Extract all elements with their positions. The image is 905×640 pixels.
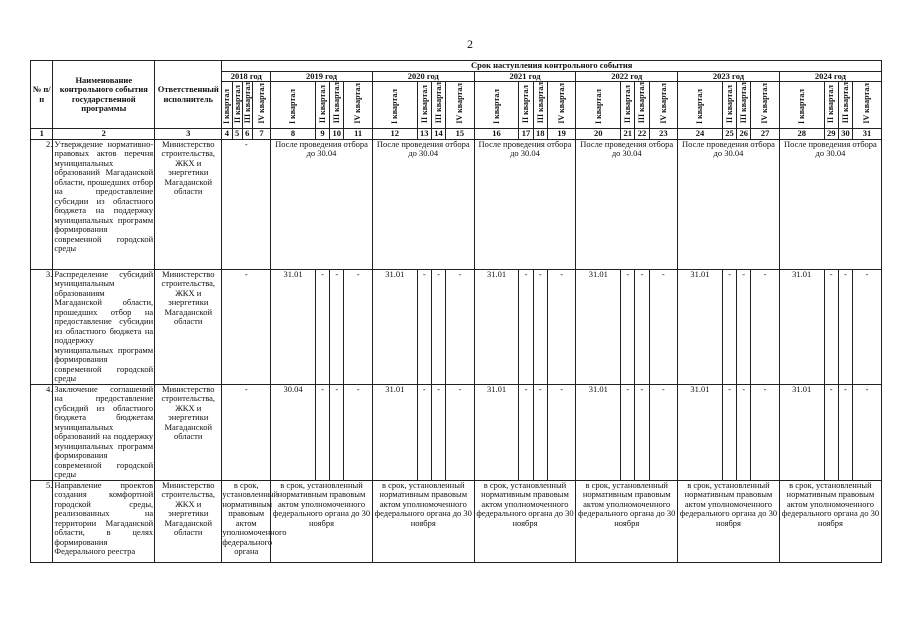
quarter-deadline: 31.01 xyxy=(678,384,723,480)
quarter-label: IV квартал xyxy=(658,82,668,124)
column-index: 27 xyxy=(751,129,779,140)
year-deadline: в срок, установленный нормативным правовым актом уполномоченного федерального органа до 30 ноября xyxy=(474,480,576,562)
quarter-label: I квартал xyxy=(491,88,501,124)
column-index: 19 xyxy=(547,129,575,140)
quarter-deadline: 31.01 xyxy=(779,269,824,384)
quarter-deadline: - xyxy=(519,384,533,480)
year-2018-deadline: - xyxy=(222,139,271,269)
year-deadline: После проведения отбора до 30.04 xyxy=(678,139,780,269)
quarter-deadline: - xyxy=(649,269,677,384)
header-deadline: Срок наступления контрольного события xyxy=(222,61,882,72)
quarter-label: IV квартал xyxy=(760,82,770,124)
quarter-deadline: - xyxy=(417,269,431,384)
quarter-header xyxy=(737,82,751,129)
quarter-header xyxy=(853,82,882,129)
event-name: Направление проектов создания комфортной городской среды, реализованных на территории Магаданской области, в целях формирования Федерального реестра xyxy=(53,480,155,562)
quarter-deadline: - xyxy=(446,384,474,480)
quarter-header xyxy=(431,82,445,129)
quarter-deadline: - xyxy=(635,269,649,384)
quarter-deadline: - xyxy=(446,269,474,384)
quarter-deadline: - xyxy=(649,384,677,480)
quarter-deadline: - xyxy=(751,269,779,384)
quarter-label: IV квартал xyxy=(455,82,465,124)
column-index: 15 xyxy=(446,129,474,140)
row-number: 4. xyxy=(31,384,53,480)
quarter-deadline: - xyxy=(533,384,547,480)
header-responsible: Ответственный исполнитель xyxy=(155,61,222,129)
quarter-deadline: 31.01 xyxy=(779,384,824,480)
year-deadline: После проведения отбора до 30.04 xyxy=(271,139,373,269)
year-2018-deadline: в срок, установленный нормативным правовым актом уполномоченного федерального органа xyxy=(222,480,271,562)
responsible-executor: Министерство строительства, ЖКХ и энергетики Магаданской области xyxy=(155,480,222,562)
column-index: 3 xyxy=(155,129,222,140)
quarter-label: III квартал xyxy=(535,82,545,124)
responsible-executor: Министерство строительства, ЖКХ и энергетики Магаданской области xyxy=(155,139,222,269)
event-name: Утверждение нормативно-правовых актов перечня муниципальных образований Магаданской области, прошедших отбор на предоставление субсидии из областного бюджета на поддержку муниципальных программ формирования современной городской среды xyxy=(53,139,155,269)
quarter-deadline: - xyxy=(722,384,736,480)
quarter-header xyxy=(635,82,649,129)
page-number: 2 xyxy=(467,37,473,51)
column-index: 20 xyxy=(576,129,621,140)
column-index: 1 xyxy=(31,129,53,140)
quarter-header xyxy=(330,82,344,129)
year-deadline: После проведения отбора до 30.04 xyxy=(779,139,881,269)
column-index: 22 xyxy=(635,129,649,140)
year-header: 2018 год xyxy=(222,71,271,82)
quarter-header xyxy=(372,82,417,129)
quarter-header xyxy=(838,82,852,129)
quarter-label: III квартал xyxy=(242,82,252,124)
quarter-label: IV квартал xyxy=(556,82,566,124)
year-header: 2019 год xyxy=(271,71,373,82)
quarter-label: IV квартал xyxy=(256,82,266,124)
table-row xyxy=(31,384,882,480)
column-index: 13 xyxy=(417,129,431,140)
year-deadline: После проведения отбора до 30.04 xyxy=(474,139,576,269)
column-index: 25 xyxy=(722,129,736,140)
quarter-header xyxy=(678,82,723,129)
quarter-header xyxy=(519,82,533,129)
quarter-deadline: - xyxy=(431,269,445,384)
responsible-executor: Министерство строительства, ЖКХ и энергетики Магаданской области xyxy=(155,384,222,480)
quarter-deadline: - xyxy=(330,384,344,480)
row-number: 3. xyxy=(31,269,53,384)
column-index: 17 xyxy=(519,129,533,140)
column-index: 18 xyxy=(533,129,547,140)
quarter-deadline: - xyxy=(751,384,779,480)
quarter-header xyxy=(232,82,242,129)
quarter-deadline: - xyxy=(330,269,344,384)
year-2018-deadline: - xyxy=(222,384,271,480)
quarter-label: III квартал xyxy=(637,82,647,124)
column-index: 30 xyxy=(838,129,852,140)
quarter-deadline: 31.01 xyxy=(678,269,723,384)
quarter-label: I квартал xyxy=(796,88,806,124)
column-index: 9 xyxy=(315,129,329,140)
quarter-deadline: - xyxy=(722,269,736,384)
quarter-deadline: 31.01 xyxy=(372,384,417,480)
quarter-header xyxy=(649,82,677,129)
year-header: 2022 год xyxy=(576,71,678,82)
column-index: 4 xyxy=(222,129,232,140)
year-deadline: в срок, установленный нормативным правовым актом уполномоченного федерального органа до 30 ноября xyxy=(779,480,881,562)
year-deadline: в срок, установленный нормативным правовым актом уполномоченного федерального органа до 30 ноября xyxy=(372,480,474,562)
column-index: 6 xyxy=(242,129,252,140)
quarter-deadline: - xyxy=(621,384,635,480)
column-index: 12 xyxy=(372,129,417,140)
quarter-deadline: - xyxy=(838,384,852,480)
year-header: 2023 год xyxy=(678,71,780,82)
quarter-label: II квартал xyxy=(521,85,531,124)
quarter-header xyxy=(344,82,372,129)
column-index: 21 xyxy=(621,129,635,140)
row-number: 2. xyxy=(31,139,53,269)
quarter-header xyxy=(621,82,635,129)
column-index: 28 xyxy=(779,129,824,140)
quarter-deadline: 31.01 xyxy=(474,269,519,384)
quarter-label: IV квартал xyxy=(862,82,872,124)
quarter-label: II квартал xyxy=(623,85,632,124)
quarter-deadline: - xyxy=(315,384,329,480)
quarter-label: II квартал xyxy=(232,85,242,124)
quarter-deadline: 31.01 xyxy=(372,269,417,384)
quarter-header xyxy=(779,82,824,129)
quarter-label: IV квартал xyxy=(353,82,363,124)
quarter-label: I квартал xyxy=(222,88,232,124)
quarter-deadline: - xyxy=(344,384,372,480)
quarter-header xyxy=(547,82,575,129)
quarter-label: II квартал xyxy=(419,85,429,124)
quarter-header xyxy=(222,82,232,129)
quarter-header xyxy=(824,82,838,129)
column-index: 14 xyxy=(431,129,445,140)
quarter-label: III квартал xyxy=(840,82,850,124)
control-events-table xyxy=(30,60,882,563)
quarter-deadline: - xyxy=(737,384,751,480)
quarter-header xyxy=(751,82,779,129)
year-header: 2024 год xyxy=(779,71,881,82)
year-header: 2020 год xyxy=(372,71,474,82)
quarter-deadline: - xyxy=(824,384,838,480)
table-row xyxy=(31,139,882,269)
quarter-label: III квартал xyxy=(738,82,748,124)
quarter-header xyxy=(315,82,329,129)
quarter-deadline: 30.04 xyxy=(271,384,316,480)
quarter-header xyxy=(446,82,474,129)
column-index: 8 xyxy=(271,129,316,140)
row-number: 5. xyxy=(31,480,53,562)
column-index: 11 xyxy=(344,129,372,140)
quarter-deadline: 31.01 xyxy=(576,384,621,480)
quarter-header xyxy=(242,82,252,129)
responsible-executor: Министерство строительства, ЖКХ и энергетики Магаданской области xyxy=(155,269,222,384)
quarter-header xyxy=(417,82,431,129)
quarter-deadline: - xyxy=(853,384,882,480)
quarter-label: I квартал xyxy=(695,88,705,124)
year-deadline: в срок, установленный нормативным правовым актом уполномоченного федерального органа до 30 ноября xyxy=(576,480,678,562)
year-deadline: После проведения отбора до 30.04 xyxy=(576,139,678,269)
quarter-deadline: 31.01 xyxy=(271,269,316,384)
quarter-label: II квартал xyxy=(826,85,836,124)
quarter-deadline: 31.01 xyxy=(474,384,519,480)
quarter-header xyxy=(271,82,316,129)
column-index: 7 xyxy=(252,129,270,140)
column-index: 16 xyxy=(474,129,519,140)
quarter-deadline: - xyxy=(853,269,882,384)
column-index: 5 xyxy=(232,129,242,140)
year-deadline: После проведения отбора до 30.04 xyxy=(372,139,474,269)
column-index: 23 xyxy=(649,129,677,140)
quarter-label: I квартал xyxy=(593,88,603,124)
event-name: Распределение субсидий муниципальным образованиям Магаданской области, прошедших отбор на предоставление субсидии из областного бюджета на поддержку муниципальных программ формирования современной городской среды xyxy=(54,268,154,383)
table-row xyxy=(31,480,882,562)
quarter-deadline: - xyxy=(547,269,575,384)
quarter-deadline: - xyxy=(838,269,852,384)
year-2018-deadline: - xyxy=(222,269,271,384)
year-header: 2021 год xyxy=(474,71,576,82)
column-index: 31 xyxy=(853,129,882,140)
quarter-label: III квартал xyxy=(332,82,342,124)
quarter-header xyxy=(576,82,621,129)
year-deadline: в срок, установленный нормативным правовым актом уполномоченного федерального органа до 30 ноября xyxy=(678,480,780,562)
quarter-deadline: - xyxy=(344,269,372,384)
quarter-deadline: - xyxy=(519,269,533,384)
column-index: 2 xyxy=(53,129,155,140)
quarter-label: I квартал xyxy=(288,88,298,124)
header-num: № п/п xyxy=(31,61,53,129)
quarter-label: III квартал xyxy=(433,82,443,124)
quarter-deadline: - xyxy=(315,269,329,384)
quarter-deadline: - xyxy=(737,269,751,384)
quarter-deadline: - xyxy=(547,384,575,480)
year-deadline: в срок, установленный нормативным правовым актом уполномоченного федерального органа до 30 ноября xyxy=(271,480,373,562)
column-index: 26 xyxy=(737,129,751,140)
quarter-header xyxy=(722,82,736,129)
quarter-label: II квартал xyxy=(317,85,327,124)
column-index: 29 xyxy=(824,129,838,140)
quarter-deadline: - xyxy=(621,269,635,384)
quarter-deadline: - xyxy=(635,384,649,480)
quarter-deadline: 31.01 xyxy=(576,269,621,384)
quarter-deadline: - xyxy=(417,384,431,480)
quarter-header xyxy=(252,82,270,129)
header-event-name: Наименование контрольного события государственной программы xyxy=(53,61,155,129)
event-name: Заключение соглашений на предоставление субсидий из областного бюджета бюджетам муниципальных образований на поддержку муниципальных программ формирования современной городской среды xyxy=(54,383,154,479)
quarter-header xyxy=(474,82,519,129)
quarter-label: II квартал xyxy=(724,85,734,124)
quarter-deadline: - xyxy=(431,384,445,480)
quarter-deadline: - xyxy=(824,269,838,384)
column-index: 24 xyxy=(678,129,723,140)
quarter-header xyxy=(533,82,547,129)
table-row xyxy=(31,269,882,384)
quarter-deadline: - xyxy=(533,269,547,384)
column-index: 10 xyxy=(330,129,344,140)
quarter-label: I квартал xyxy=(390,88,400,124)
